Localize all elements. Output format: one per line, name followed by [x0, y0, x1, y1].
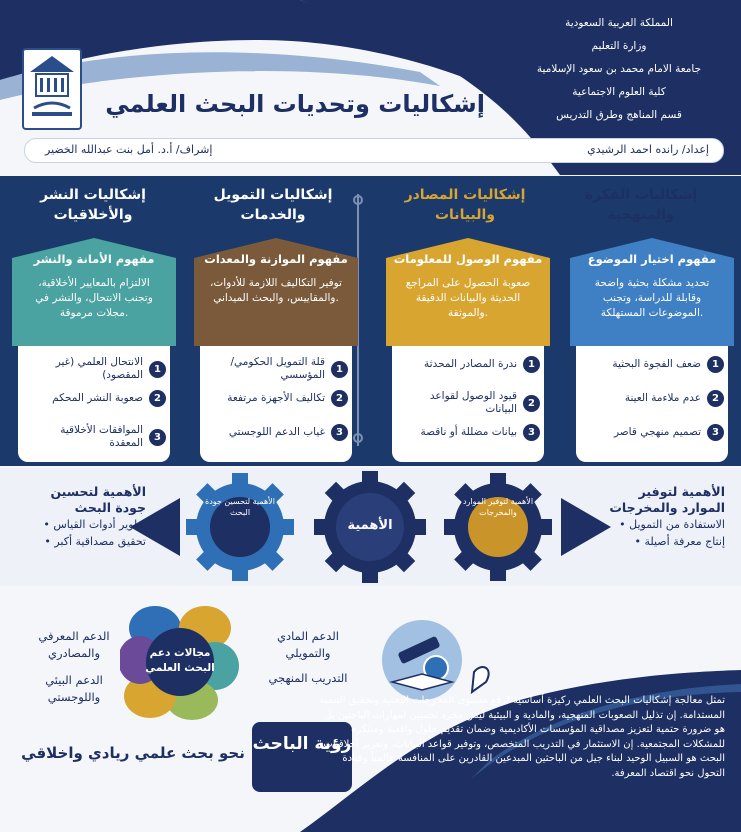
support-center-label: مجالات دعم البحث العلمي	[145, 647, 215, 674]
category-description: الالتزام بالمعايير الأخلاقية، وتجنب الانتحال، والنشر في مجلات مرموقة.	[35, 277, 153, 319]
item-number-badge: 1	[707, 356, 724, 373]
item-number-badge: 3	[707, 424, 724, 441]
item-number-badge: 2	[331, 390, 348, 407]
item-text: عدم ملاءمة العينة	[624, 392, 701, 404]
item-text: غياب الدعم اللوجستي	[228, 426, 325, 438]
gear-icon	[444, 473, 552, 581]
category-subtitle: مفهوم اختيار الموضوع	[587, 252, 717, 266]
item-text: الموافقات الأخلاقية المعقدة	[60, 424, 143, 449]
importance-right-item: • إنتاج معرفة أصيلة	[634, 535, 725, 548]
item-number-badge: 2	[149, 390, 166, 407]
right-gear-label: الأهمية لتوفير الموارد والمخرجات	[462, 497, 534, 517]
category-subtitle: مفهوم الموازنة والمعدات	[204, 252, 348, 266]
item-text: ندرة المصادر المحدثة	[424, 358, 517, 370]
item-number-badge: 1	[331, 361, 348, 378]
category-title: إشكاليات التمويل والخدمات	[213, 187, 333, 223]
item-text: تصميم منهجي قاصر	[613, 426, 701, 438]
category-item	[206, 390, 348, 407]
importance-right-title: الأهمية لتوفير الموارد والمخرجات	[609, 484, 725, 515]
importance-right-item: • الاستفادة من التمويل	[619, 518, 725, 531]
gear-icon	[186, 473, 294, 581]
category-card	[12, 238, 176, 460]
category-description: توفير التكاليف اللازمة للأدوات، والمقاييس، والبحث الميداني.	[210, 277, 342, 304]
vision-label: رؤية الباحث	[252, 722, 352, 792]
institution-line: جامعة الامام محمد بن سعود الإسلامية	[536, 63, 702, 75]
item-number-badge: 1	[523, 356, 540, 373]
category-item	[206, 356, 348, 382]
support-left-bottom: الدعم البيئي واللوجستي	[45, 673, 103, 704]
importance-item-text: تطوير أدوات القياس	[53, 518, 146, 531]
item-text: ضعف الفجوة البحثية	[612, 358, 701, 370]
center-gear-label: الأهمية	[347, 518, 393, 533]
supervised-by: إشراف/ أ.د. أمل بنت عبدالله الخضير	[45, 143, 213, 156]
category-description: صعوبة الحصول على المراجع الحديثة والبيانات الدقيقة والموثقة.	[405, 277, 531, 319]
item-text: صعوبة النشر المحكم	[52, 392, 143, 404]
importance-item-text: تحقيق مصداقية أكبر	[54, 535, 146, 548]
author-bar	[24, 138, 724, 163]
category-item	[398, 356, 540, 373]
importance-left-block	[16, 484, 146, 550]
category-item	[582, 356, 724, 373]
category-item	[398, 390, 540, 416]
item-text: بيانات مضللة أو ناقصة	[420, 426, 517, 438]
institution-line: المملكة العربية السعودية	[565, 17, 673, 29]
category-item	[582, 390, 724, 407]
category-item	[24, 390, 166, 407]
category-title: إشكاليات النشر والأخلاقيات	[40, 187, 146, 223]
category-card	[386, 238, 550, 460]
category-description: تحديد مشكلة بحثية واضحة وقابلة للدراسة، وتجنب الموضوعات المستهلكة.	[594, 277, 710, 319]
category-card	[194, 238, 358, 460]
hand-icon	[472, 667, 489, 692]
importance-left-item: • تحقيق مصداقية أكبر	[44, 535, 146, 548]
item-number-badge: 1	[149, 361, 166, 378]
item-number-badge: 3	[149, 429, 166, 446]
research-illustration	[362, 612, 502, 702]
support-right-top: الدعم المادي والتمويلي	[277, 629, 339, 660]
item-number-badge: 3	[331, 424, 348, 441]
institution-line: وزارة التعليم	[591, 40, 647, 52]
category-subtitle: مفهوم الوصول للمعلومات	[393, 252, 543, 266]
category-item	[24, 424, 166, 450]
importance-left-item: • تطوير أدوات القياس	[43, 518, 146, 531]
institution-line: كلية العلوم الاجتماعية	[572, 86, 666, 98]
item-text: قيود الوصول لقواعد البيانات	[429, 390, 517, 415]
left-gear-label: الأهمية لتحسين جودة البحث	[205, 497, 275, 517]
importance-right-block	[595, 484, 725, 550]
importance-left-title: الأهمية لتحسين جودة البحث	[50, 484, 146, 515]
item-number-badge: 2	[707, 390, 724, 407]
category-item	[206, 424, 348, 441]
prepared-by: إعداد/ رانده احمد الرشيدي	[587, 143, 709, 156]
item-text: قلة التمويل الحكومي/المؤسسي	[230, 356, 325, 381]
support-left-top: الدعم المعرفي والمصادري	[38, 629, 110, 660]
importance-item-text: الاستفادة من التمويل	[629, 518, 725, 531]
importance-item-text: إنتاج معرفة أصيلة	[644, 535, 725, 548]
vision-text: نحو بحث علمي ريادي واخلاقي	[21, 744, 245, 762]
item-number-badge: 3	[523, 424, 540, 441]
category-item	[24, 356, 166, 382]
institution-line: قسم المناهج وطرق التدريس	[556, 109, 682, 121]
item-text: تكاليف الأجهزة مرتفعة	[227, 392, 325, 404]
category-item	[582, 424, 724, 441]
item-text: الانتحال العلمي (غير المقصود)	[55, 356, 143, 381]
institution-lines	[519, 12, 719, 127]
category-title: إشكاليات الفكرة والمنهجية	[584, 187, 698, 223]
conclusion-paragraph: تمثل معالجة إشكاليات البحث العلمي ركيزة أساسية لرفع مستوى المخرجات البحثية وتحقيق التنمية المستدامة. إن تذليل الصعوبات المنهجية، والمادية و البيئية ليس مجرد تحسين لمهارات الباحثين بل هو ضرورة حتمية لتعزيز مصداقية المؤسسات الأكاديمية وضمان تقديم حلول واقعية ومبتكرة للمشكلات المجتمعية. إن الاستثمار في التدريب المتخصص، وتوفير قواعد البيانات، وتعزيز أخلاقيات البحث هو السبيل الوحيد لبناء جيل من الباحثين المبدعين القادرين على المنافسة عالمياً وقيادة التحول نحو اقتصاد المعرفة.	[319, 695, 725, 779]
support-right-bottom: التدريب المنهجي	[268, 671, 348, 685]
category-title: إشكاليات المصادر والبيانات	[404, 187, 526, 223]
category-card	[570, 238, 734, 460]
category-subtitle: مفهوم الأمانة والنشر	[33, 252, 155, 266]
category-item	[398, 424, 540, 441]
page-title: إشكاليات وتحديات البحث العلمي	[105, 90, 485, 118]
item-number-badge: 2	[523, 395, 540, 412]
